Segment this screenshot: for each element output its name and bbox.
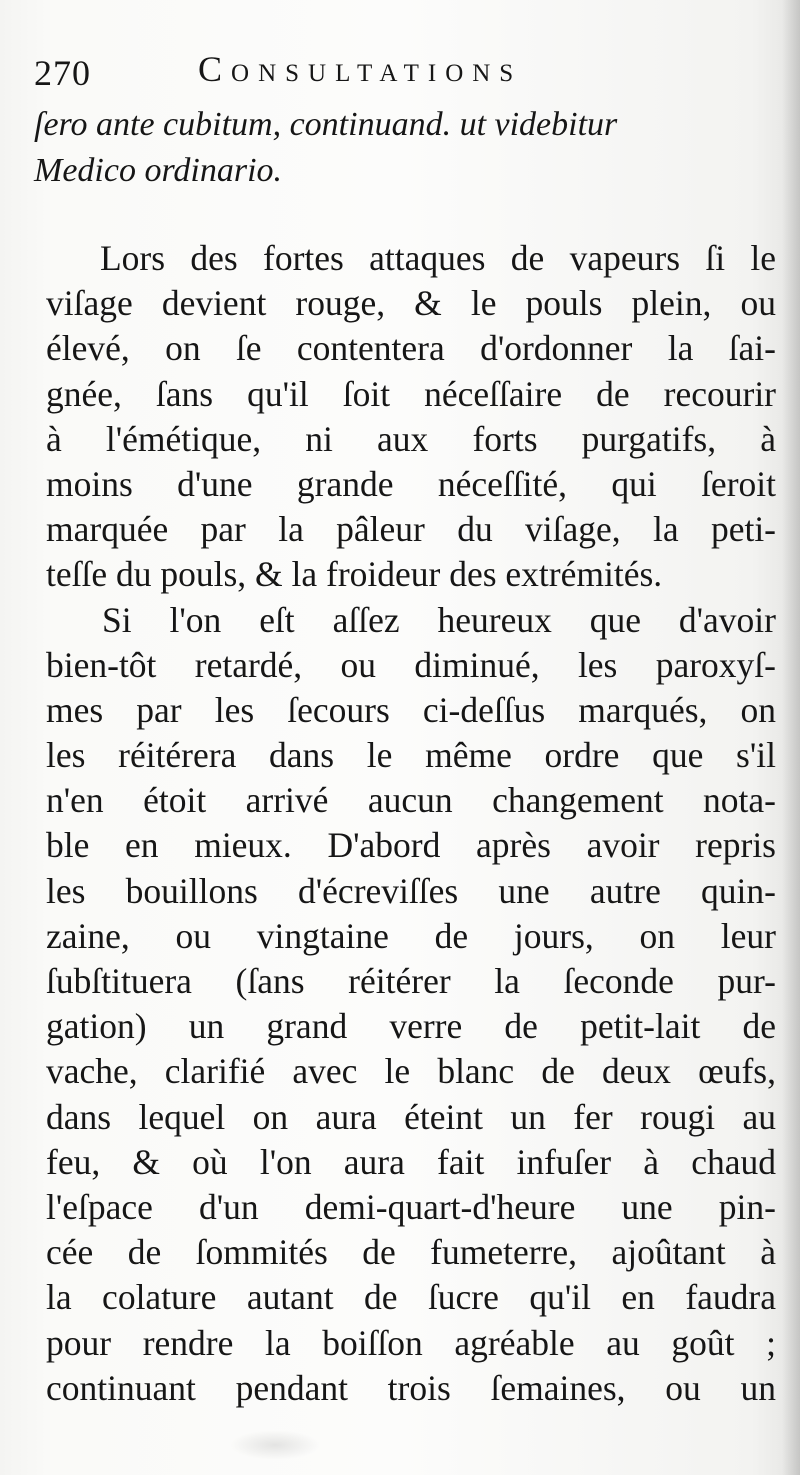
text-line: marquée par la pâleur du viſage, la peti- xyxy=(46,509,776,550)
text-line: mes par les ſecours ci-deſſus marqués, on xyxy=(46,689,776,730)
text-line: à l'émétique, ni aux forts purgatifs, à xyxy=(46,418,776,459)
text-line: Si l'on eſt aſſez heureux que d'avoir xyxy=(102,599,776,640)
page-gutter-shadow xyxy=(782,0,800,1475)
running-head xyxy=(34,48,594,102)
text-line: vache, clarifié avec le blanc de deux œufs, xyxy=(46,1051,776,1092)
italic-continuation xyxy=(34,102,774,194)
text-line: cée de ſommités de fumeterre, ajoûtant à xyxy=(46,1232,776,1273)
italic-line: Medico ordinario. xyxy=(34,152,283,189)
text-line: l'eſpace d'un demi-quart-d'heure une pin- xyxy=(46,1186,776,1227)
text-line: dans lequel on aura éteint un fer rougi au xyxy=(46,1096,776,1137)
text-line: feu, & où l'on aura fait infuſer à chaud xyxy=(46,1141,776,1182)
text-line: les bouillons d'écreviſſes une autre quin- xyxy=(46,870,776,911)
text-line: zaine, ou vingtaine de jours, on leur xyxy=(46,915,776,956)
text-line: élevé, on ſe contentera d'ordonner la ſai- xyxy=(46,328,776,369)
running-title: Consultations xyxy=(198,49,523,89)
text-line: continuant pendant trois ſemaines, ou un xyxy=(46,1367,776,1408)
text-line: pour rendre la boiſſon agréable au goût ; xyxy=(46,1322,776,1363)
text-line: moins d'une grande néceſſité, qui ſeroit xyxy=(46,463,776,504)
text-line: bien-tôt retardé, ou diminué, les paroxyſ- xyxy=(46,644,776,685)
text-line: les réitérera dans le même ordre que s'il xyxy=(46,735,776,776)
text-line: gnée, ſans qu'il ſoit néceſſaire de recourir xyxy=(46,373,776,414)
text-line: gation) un grand verre de petit-lait de xyxy=(46,1006,776,1047)
text-line: viſage devient rouge, & le pouls plein, ou xyxy=(46,283,776,324)
text-line: ſubſtituera (ſans réitérer la ſeconde pur- xyxy=(46,961,776,1001)
text-line: la colature autant de ſucre qu'il en faudra xyxy=(46,1277,776,1318)
ink-smudge xyxy=(230,1430,320,1460)
text-line: Lors des fortes attaques de vapeurs ſi le xyxy=(100,238,776,278)
italic-line: ſero ante cubitum, continuand. ut videbitur xyxy=(34,106,618,143)
body-text xyxy=(46,236,776,1411)
text-line: n'en étoit arrivé aucun changement nota- xyxy=(46,780,776,821)
text-line: ble en mieux. D'abord après avoir repris xyxy=(46,825,776,866)
text-line: teſſe du pouls, & la froideur des extrémités. xyxy=(46,554,663,595)
page-number: 270 xyxy=(34,53,91,93)
